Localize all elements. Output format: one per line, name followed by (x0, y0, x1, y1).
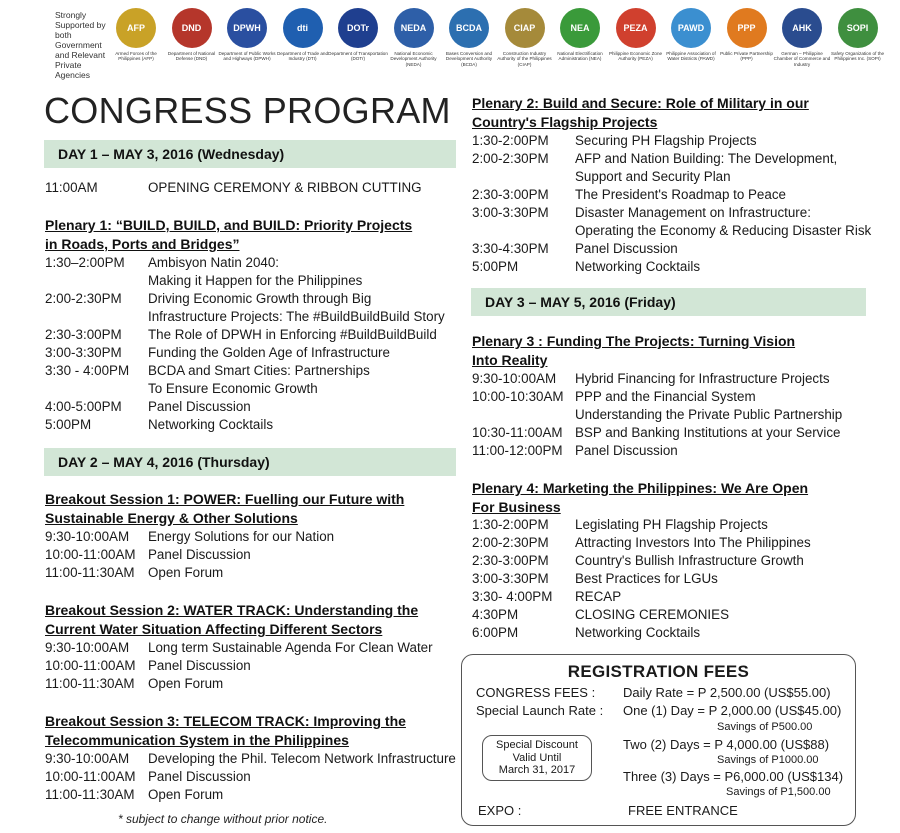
schedule-desc-line: Networking Cocktails (148, 417, 274, 432)
plenary3-title-line: Into Reality (472, 352, 548, 368)
schedule-time: 10:30-11:00AM (472, 425, 563, 440)
schedule-row (45, 290, 457, 326)
schedule-row (472, 588, 872, 606)
sponsor-caption: Department of Transportation (DOTr) (328, 51, 388, 62)
schedule-desc (575, 186, 872, 204)
schedule-desc-line: Panel Discussion (148, 769, 251, 784)
schedule-time: 2:00-2:30PM (472, 151, 549, 166)
expo-label: EXPO : (478, 803, 522, 818)
schedule-desc (148, 398, 457, 416)
schedule-desc-line: Ambisyon Natin 2040: (148, 255, 280, 270)
plenary1-schedule (45, 254, 457, 434)
sponsor-logo (384, 8, 444, 67)
three-days-rate: Three (3) Days = P6,000.00 (US$134) (623, 769, 844, 784)
sponsor-emblem-icon: NEDA (394, 8, 434, 48)
plenary2-schedule (472, 132, 872, 276)
schedule-desc-line: Securing PH Flagship Projects (575, 133, 757, 148)
sponsor-emblem-icon: AFP (116, 8, 156, 48)
schedule-desc (148, 326, 457, 344)
schedule-time: 11:00-11:30AM (45, 676, 135, 691)
schedule-time: 9:30-10:00AM (45, 529, 130, 544)
schedule-row (472, 442, 872, 460)
schedule-row (472, 516, 872, 534)
sponsor-logo (106, 8, 166, 62)
sponsor-logo (273, 8, 333, 62)
sponsor-emblem-icon: SOPI (838, 8, 878, 48)
schedule-desc (575, 624, 872, 642)
schedule-row (45, 344, 457, 362)
schedule-desc (575, 204, 872, 240)
schedule-desc (148, 564, 457, 582)
schedule-desc-line: BCDA and Smart Cities: Partnerships (148, 363, 370, 378)
schedule-time: 5:00PM (45, 417, 92, 432)
schedule-row (45, 416, 457, 434)
one-day-rate: One (1) Day = P 2,000.00 (US$45.00) (623, 703, 842, 718)
schedule-row (472, 204, 872, 240)
sponsor-caption: Philippine Association of Water Districts (PAWD) (666, 51, 716, 62)
sponsor-logo (606, 8, 666, 62)
plenary4-title-line: Plenary 4: Marketing the Philippines: We Are Open (472, 480, 809, 496)
sponsor-caption: Construction Industry Authority of the Philippines (CIAP) (497, 51, 552, 67)
schedule-desc (148, 546, 457, 564)
schedule-desc (148, 528, 457, 546)
daily-rate: Daily Rate = P 2,500.00 (US$55.00) (623, 685, 831, 700)
breakout2-title (45, 601, 418, 639)
promo-line: Valid Until (512, 751, 562, 764)
sponsor-logo (661, 8, 721, 62)
schedule-row (472, 186, 872, 204)
schedule-time: 5:00PM (472, 259, 519, 274)
schedule-row (45, 179, 457, 197)
schedule-row (472, 624, 872, 642)
sponsor-emblem-icon: dti (283, 8, 323, 48)
sponsor-caption: Philippine Economic Zone Authority (PEZA) (608, 51, 663, 62)
schedule-row (472, 606, 872, 624)
schedule-time: 11:00-11:30AM (45, 565, 135, 580)
one-day-savings: Savings of P500.00 (717, 721, 813, 733)
sponsor-caption: Department of Trade and Industry (DTI) (276, 51, 329, 62)
schedule-time: 1:30-2:00PM (472, 517, 549, 532)
schedule-desc-line: To Ensure Economic Growth (148, 381, 318, 396)
schedule-time: 10:00-11:00AM (45, 769, 136, 784)
schedule-desc (575, 132, 872, 150)
registration-fees-box (461, 654, 856, 826)
schedule-desc-line: Hybrid Financing for Infrastructure Projects (575, 371, 830, 386)
schedule-time: 11:00-12:00PM (472, 443, 563, 458)
special-discount-badge (482, 735, 592, 781)
sponsor-logo (828, 8, 888, 62)
schedule-row (472, 534, 872, 552)
sponsor-caption: Public Private Partnership (PPP) (720, 51, 773, 62)
schedule-desc-line: Panel Discussion (575, 241, 678, 256)
schedule-time: 3:00-3:30PM (472, 205, 549, 220)
schedule-time: 2:00-2:30PM (45, 291, 122, 306)
day2-bar: DAY 2 – MAY 4, 2016 (Thursday) (44, 448, 456, 476)
plenary3-title-line: Plenary 3 : Funding The Projects: Turning Vision (472, 333, 796, 349)
schedule-desc (575, 150, 872, 186)
sponsor-caption: Bases Conversion and Development Authority (BCDA) (445, 51, 493, 67)
schedule-desc (575, 552, 872, 570)
sponsor-emblem-icon: PPP (727, 8, 767, 48)
schedule-desc-line: Infrastructure Projects: The #BuildBuildBuild Story (148, 309, 445, 324)
schedule-time: 2:30-3:00PM (472, 553, 549, 568)
schedule-time: 1:30–2:00PM (45, 255, 125, 270)
schedule-desc-line: Operating the Economy & Reducing Disaster Risk (575, 223, 872, 238)
sponsor-emblem-icon: AHK (782, 8, 822, 48)
schedule-desc (575, 516, 872, 534)
schedule-time: 4:00-5:00PM (45, 399, 122, 414)
schedule-desc-line: Panel Discussion (148, 399, 251, 414)
schedule-desc (575, 258, 872, 276)
schedule-desc (575, 370, 872, 388)
schedule-desc-line: The Role of DPWH in Enforcing #BuildBuildBuild (148, 327, 437, 342)
schedule-row (45, 657, 457, 675)
breakout2-title-line: Current Water Situation Affecting Different Sectors (45, 621, 383, 637)
schedule-row (45, 675, 457, 693)
two-days-rate: Two (2) Days = P 4,000.00 (US$88) (623, 737, 830, 752)
schedule-row (472, 150, 872, 186)
sponsor-caption: Department of National Defense (DND) (167, 51, 216, 62)
three-days-savings: Savings of P1,500.00 (726, 786, 831, 798)
schedule-time: 9:30-10:00AM (472, 371, 557, 386)
two-days-savings: Savings of P1000.00 (717, 754, 819, 766)
schedule-desc-line: Networking Cocktails (575, 625, 701, 640)
congress-fees-label: CONGRESS FEES : (476, 685, 596, 700)
plenary2-title-line: Country's Flagship Projects (472, 114, 658, 130)
schedule-row (45, 362, 457, 398)
special-launch-label: Special Launch Rate : (476, 703, 604, 718)
plenary4-title (472, 479, 808, 517)
schedule-desc-line: Long term Sustainable Agenda For Clean Water (148, 640, 433, 655)
plenary1-title-line: in Roads, Ports and Bridges” (45, 236, 240, 252)
sponsor-emblem-icon: DOTr (338, 8, 378, 48)
page-title: CONGRESS PROGRAM (44, 90, 451, 131)
schedule-row (45, 750, 457, 768)
schedule-time: 2:00-2:30PM (472, 535, 549, 550)
plenary3-schedule (472, 370, 872, 460)
promo-line: Special Discount (496, 739, 578, 751)
schedule-row (472, 240, 872, 258)
schedule-row (45, 528, 457, 546)
schedule-desc (148, 657, 457, 675)
schedule-desc (148, 254, 457, 290)
schedule-desc-line: PPP and the Financial System (575, 389, 756, 404)
sponsor-emblem-icon: DPWH (227, 8, 267, 48)
day3-bar: DAY 3 – MAY 5, 2016 (Friday) (471, 288, 866, 316)
schedule-row (472, 424, 872, 442)
schedule-time: 10:00-10:30AM (472, 389, 564, 404)
breakout2-schedule (45, 639, 457, 693)
schedule-desc (575, 388, 872, 424)
schedule-time: 10:00-11:00AM (45, 547, 136, 562)
schedule-desc-line: Disaster Management on Infrastructure: (575, 205, 811, 220)
breakout1-title-line: Breakout Session 1: POWER: Fuelling our Future with (45, 491, 405, 507)
schedule-desc-line: Energy Solutions for our Nation (148, 529, 335, 544)
sponsor-caption: National Electrification Administration (NEA) (557, 51, 603, 62)
sponsor-strip (0, 0, 900, 78)
breakout3-title-line: Telecommunication System in the Philippines (45, 732, 349, 748)
schedule-desc-line: Attracting Investors Into The Philippines (575, 535, 811, 550)
schedule-desc-line: RECAP (575, 589, 622, 604)
schedule-desc-line: CLOSING CEREMONIES (575, 607, 730, 622)
registration-title: REGISTRATION FEES (567, 662, 750, 681)
sponsor-caption: National Economic Development Authority (NEDA) (390, 51, 437, 67)
sponsor-caption: Armed Forces of the Philippines (AFP) (115, 51, 157, 62)
schedule-desc-line: Panel Discussion (575, 443, 678, 458)
plenary2-title-line: Plenary 2: Build and Secure: Role of Military in our (472, 95, 809, 111)
schedule-row (45, 768, 457, 786)
day1-bar: DAY 1 – MAY 3, 2016 (Wednesday) (44, 140, 456, 168)
sponsor-logo (717, 8, 777, 62)
schedule-desc-line: Support and Security Plan (575, 169, 731, 184)
expo-value: FREE ENTRANCE (628, 803, 738, 818)
schedule-time: 2:30-3:00PM (45, 327, 122, 342)
schedule-desc (148, 768, 457, 786)
sponsor-logo (162, 8, 222, 62)
plenary1-title-line: Plenary 1: “BUILD, BUILD, and BUILD: Priority Projects (45, 217, 413, 233)
schedule-desc-line: Legislating PH Flagship Projects (575, 517, 768, 532)
footnote: * subject to change without prior notice. (118, 812, 328, 826)
sponsor-logo (495, 8, 555, 67)
schedule-desc (148, 416, 457, 434)
schedule-row (45, 546, 457, 564)
schedule-desc (148, 786, 457, 804)
schedule-time: 3:00-3:30PM (472, 571, 549, 586)
schedule-desc (575, 442, 872, 460)
schedule-desc (148, 639, 457, 657)
sponsor-logo (550, 8, 610, 62)
schedule-desc (575, 606, 872, 624)
sponsor-logo (217, 8, 277, 62)
schedule-desc-line: The President's Roadmap to Peace (575, 187, 786, 202)
schedule-desc (575, 240, 872, 258)
promo-line: March 31, 2017 (498, 764, 576, 776)
schedule-time: 3:30-4:30PM (472, 241, 549, 256)
sponsor-emblem-icon: DND (172, 8, 212, 48)
sponsor-emblem-icon: BCDA (449, 8, 489, 48)
breakout3-title (45, 712, 406, 750)
schedule-desc-line: Best Practices for LGUs (575, 571, 718, 586)
schedule-desc-line: AFP and Nation Building: The Development, (575, 151, 838, 166)
schedule-desc-line: Driving Economic Growth through Big (148, 291, 372, 306)
sponsor-logo (439, 8, 499, 67)
schedule-row (472, 370, 872, 388)
schedule-row (45, 254, 457, 290)
schedule-desc: OPENING CEREMONY & RIBBON CUTTING (148, 180, 422, 195)
schedule-time: 10:00-11:00AM (45, 658, 136, 673)
schedule-desc (575, 424, 872, 442)
schedule-desc (575, 534, 872, 552)
schedule-time: 3:30- 4:00PM (472, 589, 553, 604)
schedule-time: 9:30-10:00AM (45, 751, 130, 766)
schedule-desc-line: Open Forum (148, 676, 224, 691)
schedule-row (45, 326, 457, 344)
schedule-time: 2:30-3:00PM (472, 187, 549, 202)
schedule-desc (148, 290, 457, 326)
schedule-desc-line: Networking Cocktails (575, 259, 701, 274)
sponsor-emblem-icon: NEA (560, 8, 600, 48)
breakout3-schedule (45, 750, 457, 804)
day1-opening (45, 179, 457, 197)
breakout2-title-line: Breakout Session 2: WATER TRACK: Understanding the (45, 602, 419, 618)
schedule-time: 6:00PM (472, 625, 519, 640)
schedule-time: 3:30 - 4:00PM (45, 363, 130, 378)
sponsor-caption: Safety Organization of the Philippines Inc. (SOPI) (830, 51, 885, 62)
schedule-desc-line: Country's Bullish Infrastructure Growth (575, 553, 804, 568)
sponsor-logo (328, 8, 388, 62)
schedule-row (472, 258, 872, 276)
schedule-time: 1:30-2:00PM (472, 133, 549, 148)
plenary2-title (472, 94, 809, 132)
schedule-row (45, 564, 457, 582)
schedule-desc-line: Open Forum (148, 787, 224, 802)
schedule-row (45, 398, 457, 416)
schedule-desc (148, 344, 457, 362)
sponsor-emblem-icon: CIAP (505, 8, 545, 48)
supported-by-text: Strongly Supported by both Government and Relevant Private Agencies (55, 10, 106, 80)
plenary1-title (45, 216, 412, 254)
schedule-time: 9:30-10:00AM (45, 640, 130, 655)
schedule-desc (148, 362, 457, 398)
schedule-desc-line: Developing the Phil. Telecom Network Infrastructure (148, 751, 456, 766)
sponsor-caption: Department of Public Works and Highways (DPWH) (218, 51, 276, 62)
sponsor-emblem-icon: PEZA (616, 8, 656, 48)
schedule-desc-line: Funding the Golden Age of Infrastructure (148, 345, 390, 360)
schedule-desc (575, 570, 872, 588)
plenary3-title (472, 332, 795, 370)
schedule-desc (148, 750, 457, 768)
schedule-desc-line: Understanding the Private Public Partnership (575, 407, 843, 422)
schedule-time: 11:00-11:30AM (45, 787, 135, 802)
sponsor-caption: German – Philippine Chamber of Commerce and Industry (773, 51, 831, 67)
schedule-desc-line: Making it Happen for the Philippines (148, 273, 363, 288)
schedule-time: 4:30PM (472, 607, 519, 622)
schedule-desc-line: Panel Discussion (148, 658, 251, 673)
schedule-row (45, 639, 457, 657)
schedule-desc-line: Open Forum (148, 565, 224, 580)
schedule-desc (575, 588, 872, 606)
schedule-row (472, 132, 872, 150)
plenary4-title-line: For Business (472, 499, 561, 515)
schedule-row (45, 786, 457, 804)
schedule-row (472, 388, 872, 424)
schedule-row (472, 552, 872, 570)
schedule-time: 3:00-3:30PM (45, 345, 122, 360)
schedule-row (472, 570, 872, 588)
plenary4-schedule (472, 516, 872, 642)
schedule-time: 11:00AM (45, 180, 98, 195)
schedule-desc (148, 675, 457, 693)
breakout3-title-line: Breakout Session 3: TELECOM TRACK: Improving the (45, 713, 406, 729)
sponsor-logo (772, 8, 832, 67)
schedule-desc-line: BSP and Banking Institutions at your Service (575, 425, 841, 440)
breakout1-schedule (45, 528, 457, 582)
breakout1-title-line: Sustainable Energy & Other Solutions (45, 510, 298, 526)
sponsor-emblem-icon: PAWD (671, 8, 711, 48)
breakout1-title (45, 490, 404, 528)
schedule-desc-line: Panel Discussion (148, 547, 251, 562)
